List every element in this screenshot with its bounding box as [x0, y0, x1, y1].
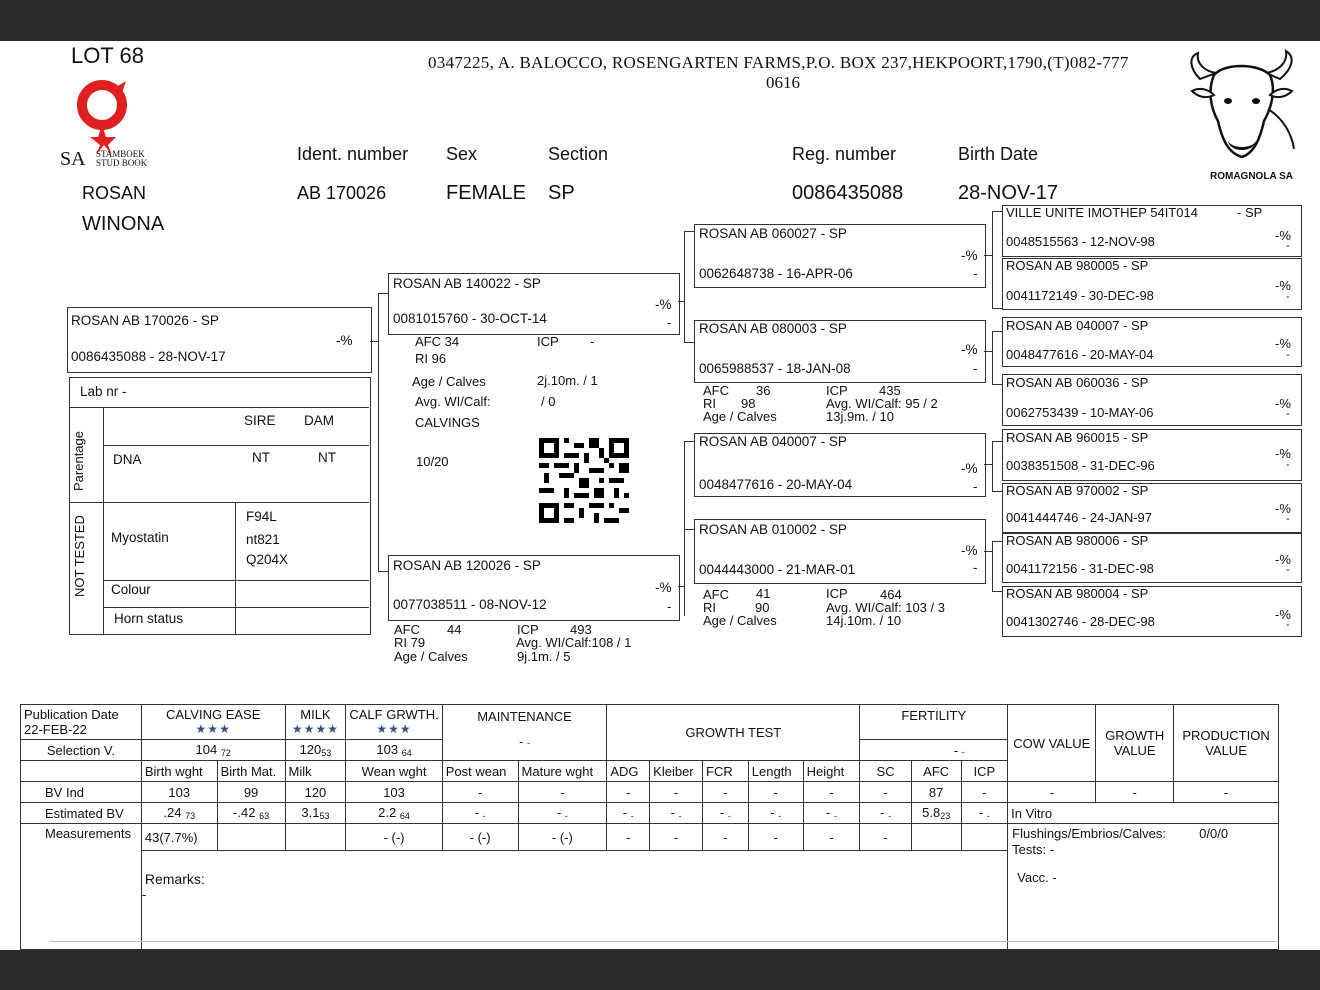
est-bv-value: -	[622, 805, 628, 820]
lab-nr: Lab nr -	[80, 384, 127, 399]
gen2b-icp: 464	[880, 587, 902, 602]
qr-code	[539, 438, 629, 523]
col-fcr: FCR	[703, 761, 749, 782]
gen2a-icp-label: ICP	[826, 383, 848, 398]
est-bv-value: -	[719, 805, 725, 820]
est-bv-cell	[285, 803, 346, 824]
measurement-cell	[911, 824, 961, 851]
production-value-cell: -	[1174, 782, 1279, 803]
gen3-title: ROSAN AB 060036 - SP	[1006, 375, 1149, 390]
col-birth-wght: Birth wght	[141, 761, 217, 782]
myostatin-f94l: F94L	[246, 509, 277, 524]
gen3-dash: -	[1286, 408, 1290, 420]
gen2b-afc-label: AFC	[703, 587, 729, 602]
gen3-box	[1002, 429, 1302, 481]
gen3-box	[1002, 205, 1302, 257]
sa-logo-line2: STUD BOOK	[96, 158, 148, 168]
est-bv-value: .24	[163, 805, 182, 820]
est-bv-acc: -	[778, 811, 782, 821]
est-bv-value: -	[826, 805, 831, 820]
measurement-cell: -	[607, 824, 650, 851]
sire-percent: -%	[655, 297, 672, 312]
gen3-percent: -%	[1275, 278, 1291, 293]
bv-ind-cell: -	[442, 782, 518, 803]
sa-logo-line1: STAMBOEK	[96, 149, 145, 159]
est-bv-acc: 64	[399, 811, 410, 821]
tests-value: Tests: -	[1012, 842, 1055, 857]
footer-divider	[50, 941, 1276, 942]
col-kleiber: Kleiber	[650, 761, 703, 782]
bv-ind-cell: -	[607, 782, 650, 803]
gen2a-ri-label: RI	[703, 396, 716, 411]
est-bv-value: -	[880, 805, 885, 820]
gen3-section: - SP	[1237, 205, 1263, 220]
col-mature-wght: Mature wght	[518, 761, 607, 782]
est-bv-acc: 53	[319, 811, 330, 821]
sire-age-label: Age / Calves	[412, 374, 486, 389]
gen3-percent: -%	[1275, 446, 1291, 461]
dna-dam-value: NT	[318, 450, 336, 465]
milk-stars: ★★★★	[291, 722, 339, 736]
vacc-value: Vacc. -	[1017, 870, 1057, 885]
est-bv-value: -	[474, 805, 479, 820]
col-length: Length	[748, 761, 803, 782]
gen3-dash: -	[1286, 513, 1290, 525]
birth-date-label: Birth Date	[958, 144, 1039, 164]
cow-value-cell: -	[1008, 782, 1096, 803]
measurement-cell	[217, 824, 285, 851]
bv-ind-cell: -	[748, 782, 803, 803]
birth-date-value: 28-NOV-17	[958, 182, 1059, 204]
gen2-title: ROSAN AB 060027 - SP	[699, 226, 847, 241]
est-bv-cell	[217, 803, 285, 824]
dam-afc-label: AFC	[394, 622, 420, 637]
estimated-bv-label: Estimated BV	[21, 803, 142, 824]
remarks-cell	[141, 851, 1007, 950]
gen2a-age: 13j.9m. / 10	[826, 409, 894, 424]
dam-box	[388, 555, 680, 621]
col-sc: SC	[860, 761, 911, 782]
breeder-address-line2: 0616	[766, 73, 800, 92]
dna-sire-value: NT	[252, 450, 270, 465]
col-icp: ICP	[961, 761, 1008, 782]
reg-number-label: Reg. number	[792, 144, 897, 164]
calving-selection-acc: 72	[220, 748, 231, 758]
growth-value-header: GROWTH VALUE	[1096, 705, 1174, 782]
gen3-title: VILLE UNITE IMOTHEP 54IT014	[1006, 205, 1198, 220]
est-bv-acc: 63	[259, 811, 270, 821]
gen2a-afc: 36	[756, 383, 771, 398]
bv-ind-cell: -	[803, 782, 860, 803]
gen2-percent: -%	[961, 248, 978, 263]
gen2a-ri: 98	[741, 396, 756, 411]
gen3-dash: -	[1286, 240, 1290, 252]
animal-name-line1: ROSAN	[82, 183, 147, 203]
measurement-cell: - (-)	[346, 824, 442, 851]
fertility-selection	[911, 740, 1007, 761]
granddam-maternal-box	[694, 519, 986, 584]
gen2b-icp-label: ICP	[826, 586, 848, 601]
col-birth-mat: Birth Mat.	[217, 761, 285, 782]
est-bv-value: 2.2	[378, 805, 397, 820]
calf-growth-label: CALF GRWTH.	[349, 707, 439, 722]
est-bv-value: -.42	[233, 805, 256, 820]
est-bv-acc: -	[678, 811, 682, 821]
grandsire-maternal-box	[694, 433, 986, 497]
maintenance-selection: -	[519, 734, 524, 749]
romagnola-logo	[1180, 49, 1305, 182]
bv-ind-cell: -	[961, 782, 1008, 803]
col-afc: AFC	[911, 761, 961, 782]
calving-ease-label: CALVING EASE	[165, 707, 261, 722]
est-bv-cell	[607, 803, 650, 824]
calving-ease-stars: ★★★	[195, 722, 231, 736]
gen2-percent: -%	[961, 342, 978, 357]
gen3-reg: 0041444746 - 24-JAN-97	[1006, 510, 1152, 525]
sire-title: ROSAN AB 140022 - SP	[393, 276, 541, 291]
bv-ind-cell: 103	[346, 782, 442, 803]
sire-dash: -	[667, 315, 672, 330]
gen3-percent: -%	[1275, 336, 1291, 351]
sire-box	[388, 273, 680, 335]
est-bv-cell	[961, 803, 1008, 824]
gen2-dash: -	[973, 266, 978, 281]
gen2b-ri-label: RI	[703, 600, 716, 615]
publication-date-cell	[21, 705, 142, 740]
dam-icp-label: ICP	[517, 622, 539, 637]
est-bv-acc: -	[833, 811, 837, 821]
est-bv-value: -	[670, 805, 675, 820]
sa-logo-letters: SA	[60, 148, 86, 170]
bull-head-icon	[1180, 49, 1305, 169]
animal-name-line2: WINONA	[82, 213, 165, 235]
sire-column-label: SIRE	[244, 413, 276, 428]
sire-icp-label: ICP	[537, 334, 559, 349]
gen3-percent: -%	[1275, 552, 1291, 567]
fertility-selection-value: -	[953, 742, 959, 758]
dam-dash: -	[667, 599, 672, 614]
gen2a-age-label: Age / Calves	[703, 409, 777, 424]
gen2-percent: -%	[961, 461, 978, 476]
est-bv-cell	[141, 803, 217, 824]
bv-ind-cell: -	[650, 782, 703, 803]
est-bv-value: 5.8	[922, 805, 941, 820]
gen3-percent: -%	[1275, 607, 1291, 622]
ident-label: Ident. number	[297, 144, 409, 164]
gen3-title: ROSAN AB 980005 - SP	[1006, 258, 1149, 273]
flushings-label: Flushings/Embrios/Calves:	[1012, 826, 1167, 841]
production-value-header: PRODUCTION VALUE	[1174, 705, 1279, 782]
measurement-cell: -	[803, 824, 860, 851]
dam-column-label: DAM	[304, 413, 334, 428]
est-bv-value: -	[978, 805, 984, 820]
maintenance-header	[442, 705, 607, 761]
gen3-title: ROSAN AB 970002 - SP	[1006, 483, 1149, 498]
gen2-title: ROSAN AB 010002 - SP	[699, 522, 847, 537]
calving-selection-value: 104	[195, 742, 218, 757]
bv-ind-cell: 99	[217, 782, 285, 803]
est-bv-cell	[748, 803, 803, 824]
fertility-header: FERTILITY	[860, 705, 1008, 740]
romagnola-logo-text: ROMAGNOLA SA	[1210, 171, 1293, 182]
gen3-dash: -	[1286, 564, 1290, 576]
measurement-cell	[961, 824, 1008, 851]
gen2-reg: 0065988537 - 18-JAN-08	[699, 361, 851, 376]
est-bv-acc: -	[564, 811, 568, 821]
milk-label: MILK	[300, 707, 331, 722]
gen2b-age-label: Age / Calves	[703, 613, 777, 628]
bv-ind-cell: -	[860, 782, 911, 803]
flushings-value: 0/0/0	[1199, 826, 1229, 841]
maintenance-label: MAINTENANCE	[477, 709, 572, 724]
milk-selection	[285, 740, 346, 761]
not-tested-label: NOT TESTED	[72, 515, 87, 597]
gen3-percent: -%	[1275, 501, 1291, 516]
col-milk: Milk	[285, 761, 346, 782]
publication-date-value: 22-FEB-22	[24, 722, 87, 737]
fertility-selection-acc: -	[961, 746, 965, 757]
bv-ind-cell: 87	[911, 782, 961, 803]
col-wean-wght: Wean wght	[346, 761, 442, 782]
sire-reg: 0081015760 - 30-OCT-14	[393, 311, 547, 326]
est-bv-cell	[911, 803, 961, 824]
gen2a-afc-label: AFC	[703, 383, 729, 398]
measurement-cell: - (-)	[518, 824, 607, 851]
sire-afc: AFC 34	[415, 334, 460, 349]
gen2-dash: -	[973, 479, 978, 494]
milk-selection-value: 120	[299, 742, 322, 757]
sire-age: 2j.10m. / 1	[537, 373, 598, 388]
myostatin-q204x: Q204X	[246, 552, 289, 567]
gen3-dash: -	[1286, 619, 1290, 631]
subject-reg: 0086435088 - 28-NOV-17	[71, 349, 226, 364]
measurement-cell: -	[860, 824, 911, 851]
sex-value: FEMALE	[446, 182, 527, 204]
subject-animal-box	[67, 307, 372, 373]
est-bv-cell	[518, 803, 607, 824]
myostatin-nt821: nt821	[246, 532, 280, 547]
measurement-cell	[285, 824, 346, 851]
parentage-label: Parentage	[71, 431, 86, 491]
gen3-title: ROSAN AB 980006 - SP	[1006, 533, 1149, 548]
milk-selection-acc: 53	[321, 748, 332, 758]
est-bv-value: 3.1	[301, 805, 320, 820]
measurements-label: Measurements	[21, 824, 142, 950]
est-bv-acc: -	[888, 811, 892, 821]
maintenance-selection-acc: -	[526, 738, 530, 748]
gen2b-afc: 41	[756, 586, 771, 601]
gen3-box	[1002, 483, 1302, 533]
dam-reg: 0077038511 - 08-NOV-12	[393, 597, 547, 612]
breeding-values-table	[20, 704, 1279, 950]
calvings-value: 10/20	[416, 454, 449, 469]
dam-age: 9j.1m. / 5	[517, 649, 571, 664]
dam-afc: 44	[447, 622, 462, 637]
remarks-value: -	[141, 887, 147, 902]
est-bv-cell	[803, 803, 860, 824]
gen2-reg: 0044443000 - 21-MAR-01	[699, 562, 856, 577]
gen2-dash: -	[973, 560, 978, 575]
calving-selection	[141, 740, 285, 761]
gen3-box	[1002, 317, 1302, 367]
registration-certificate	[0, 41, 1320, 950]
measurement-cell: -	[748, 824, 803, 851]
sire-icp: -	[590, 334, 595, 349]
est-bv-cell	[860, 803, 911, 824]
gen3-reg: 0041172156 - 31-DEC-98	[1006, 561, 1154, 576]
est-bv-cell	[346, 803, 442, 824]
bv-ind-cell: 103	[141, 782, 217, 803]
dam-title: ROSAN AB 120026 - SP	[393, 558, 541, 573]
est-bv-acc: 23	[940, 811, 951, 821]
sire-avg-label: Avg. WI/Calf:	[415, 394, 491, 409]
milk-header	[285, 705, 346, 740]
est-bv-acc: 73	[185, 811, 196, 821]
ident-value: AB 170026	[297, 183, 387, 203]
calf-selection-acc: 64	[401, 748, 412, 758]
gen2-title: ROSAN AB 080003 - SP	[699, 321, 847, 336]
myostatin-label: Myostatin	[111, 530, 169, 545]
col-height: Height	[803, 761, 860, 782]
dam-icp: 493	[570, 622, 592, 637]
reproduction-info-cell	[1008, 824, 1279, 950]
gen3-title: ROSAN AB 980004 - SP	[1006, 586, 1149, 601]
breeder-address-line1: 0347225, A. BALOCCO, ROSENGARTEN FARMS,P.O. BOX 237,HEKPOORT,1790,(T)082-777	[428, 53, 1129, 72]
dam-avg: Avg. WI/Calf:108 / 1	[516, 635, 632, 650]
est-bv-acc: -	[727, 811, 731, 821]
measurement-cell: - (-)	[442, 824, 518, 851]
gen2a-avg: Avg. WI/Calf: 95 / 2	[826, 396, 938, 411]
reg-number-value: 0086435088	[792, 182, 904, 204]
gen2-reg: 0048477616 - 20-MAY-04	[699, 477, 853, 492]
section-label: Section	[548, 144, 609, 164]
section-value: SP	[548, 182, 575, 204]
bv-ind-cell: -	[703, 782, 749, 803]
grandsire-paternal-box	[694, 224, 986, 288]
growth-value-cell: -	[1096, 782, 1174, 803]
col-post-wean: Post wean	[442, 761, 518, 782]
calf-selection-value: 103	[376, 742, 399, 757]
remarks-label: Remarks:	[144, 871, 205, 887]
est-bv-acc: -	[986, 811, 990, 821]
measurement-cell: -	[703, 824, 749, 851]
measurement-cell: -	[650, 824, 703, 851]
est-bv-cell	[703, 803, 749, 824]
qr-code-icon	[539, 438, 629, 523]
gen3-reg: 0062753439 - 10-MAY-06	[1006, 405, 1154, 420]
granddam-paternal-box	[694, 320, 986, 383]
gen3-box	[1002, 374, 1302, 426]
calf-growth-stars: ★★★	[376, 722, 412, 736]
dam-percent: -%	[655, 580, 672, 595]
gen2-percent: -%	[961, 543, 978, 558]
publication-date-label: Publication Date	[24, 707, 119, 722]
gen3-percent: -%	[1275, 228, 1291, 243]
gen2b-age: 14j.10m. / 10	[826, 613, 902, 628]
bv-ind-cell: -	[518, 782, 607, 803]
gen3-box	[1002, 533, 1302, 583]
est-bv-value: -	[770, 805, 775, 820]
gen3-reg: 0041172149 - 30-DEC-98	[1006, 288, 1154, 303]
lot-number: LOT 68	[71, 43, 144, 68]
est-bv-cell	[650, 803, 703, 824]
bv-ind-label: BV Ind	[21, 782, 142, 803]
selection-label: Selection V.	[21, 740, 142, 761]
sire-ri: RI 96	[415, 351, 447, 366]
in-vitro-label: In Vitro	[1008, 803, 1279, 824]
gen3-reg: 0048477616 - 20-MAY-04	[1006, 347, 1154, 362]
growth-test-header: GROWTH TEST	[607, 705, 860, 761]
est-bv-value: -	[556, 805, 562, 820]
gen2b-avg: Avg. WI/Calf: 103 / 3	[826, 600, 945, 615]
est-bv-cell	[442, 803, 518, 824]
dam-age-label: Age / Calves	[394, 649, 468, 664]
dam-ri: RI 79	[394, 635, 426, 650]
calf-growth-header	[346, 705, 442, 740]
gen3-reg: 0041302746 - 28-DEC-98	[1006, 614, 1155, 629]
gen3-percent: -%	[1275, 396, 1291, 411]
gen3-dash: -	[1286, 349, 1290, 361]
col-adg: ADG	[607, 761, 650, 782]
est-bv-acc: -	[482, 811, 486, 821]
gen3-reg: 0048515563 - 12-NOV-98	[1006, 234, 1155, 249]
gen3-box	[1002, 586, 1302, 637]
bv-ind-cell: 120	[285, 782, 346, 803]
gen3-box	[1002, 258, 1302, 310]
cow-value-header: COW VALUE	[1008, 705, 1096, 782]
gen3-title: ROSAN AB 040007 - SP	[1006, 318, 1149, 333]
gen2-dash: -	[973, 361, 978, 376]
dna-label: DNA	[113, 452, 142, 467]
sire-avg: / 0	[541, 394, 556, 409]
calf-selection	[346, 740, 442, 761]
gen2a-icp: 435	[879, 383, 901, 398]
gen2-title: ROSAN AB 040007 - SP	[699, 434, 847, 449]
calvings-label: CALVINGS	[415, 415, 480, 430]
calving-ease-header	[141, 705, 285, 740]
sa-stud-book-logo	[60, 79, 170, 169]
horn-status-label: Horn status	[114, 611, 184, 626]
subject-percent: -%	[336, 333, 353, 348]
gen3-dash: -	[1286, 291, 1290, 303]
subject-title: ROSAN AB 170026 - SP	[71, 313, 219, 328]
gen2-reg: 0062648738 - 16-APR-06	[699, 266, 853, 281]
gen2b-ri: 90	[755, 600, 770, 615]
measurement-cell: 43(7.7%)	[141, 824, 217, 851]
colour-label: Colour	[111, 582, 151, 597]
est-bv-acc: -	[630, 811, 634, 821]
gen3-reg: 0038351508 - 31-DEC-96	[1006, 458, 1155, 473]
gen3-title: ROSAN AB 960015 - SP	[1006, 430, 1149, 445]
gen3-dash: -	[1286, 459, 1290, 471]
sex-label: Sex	[446, 144, 478, 164]
